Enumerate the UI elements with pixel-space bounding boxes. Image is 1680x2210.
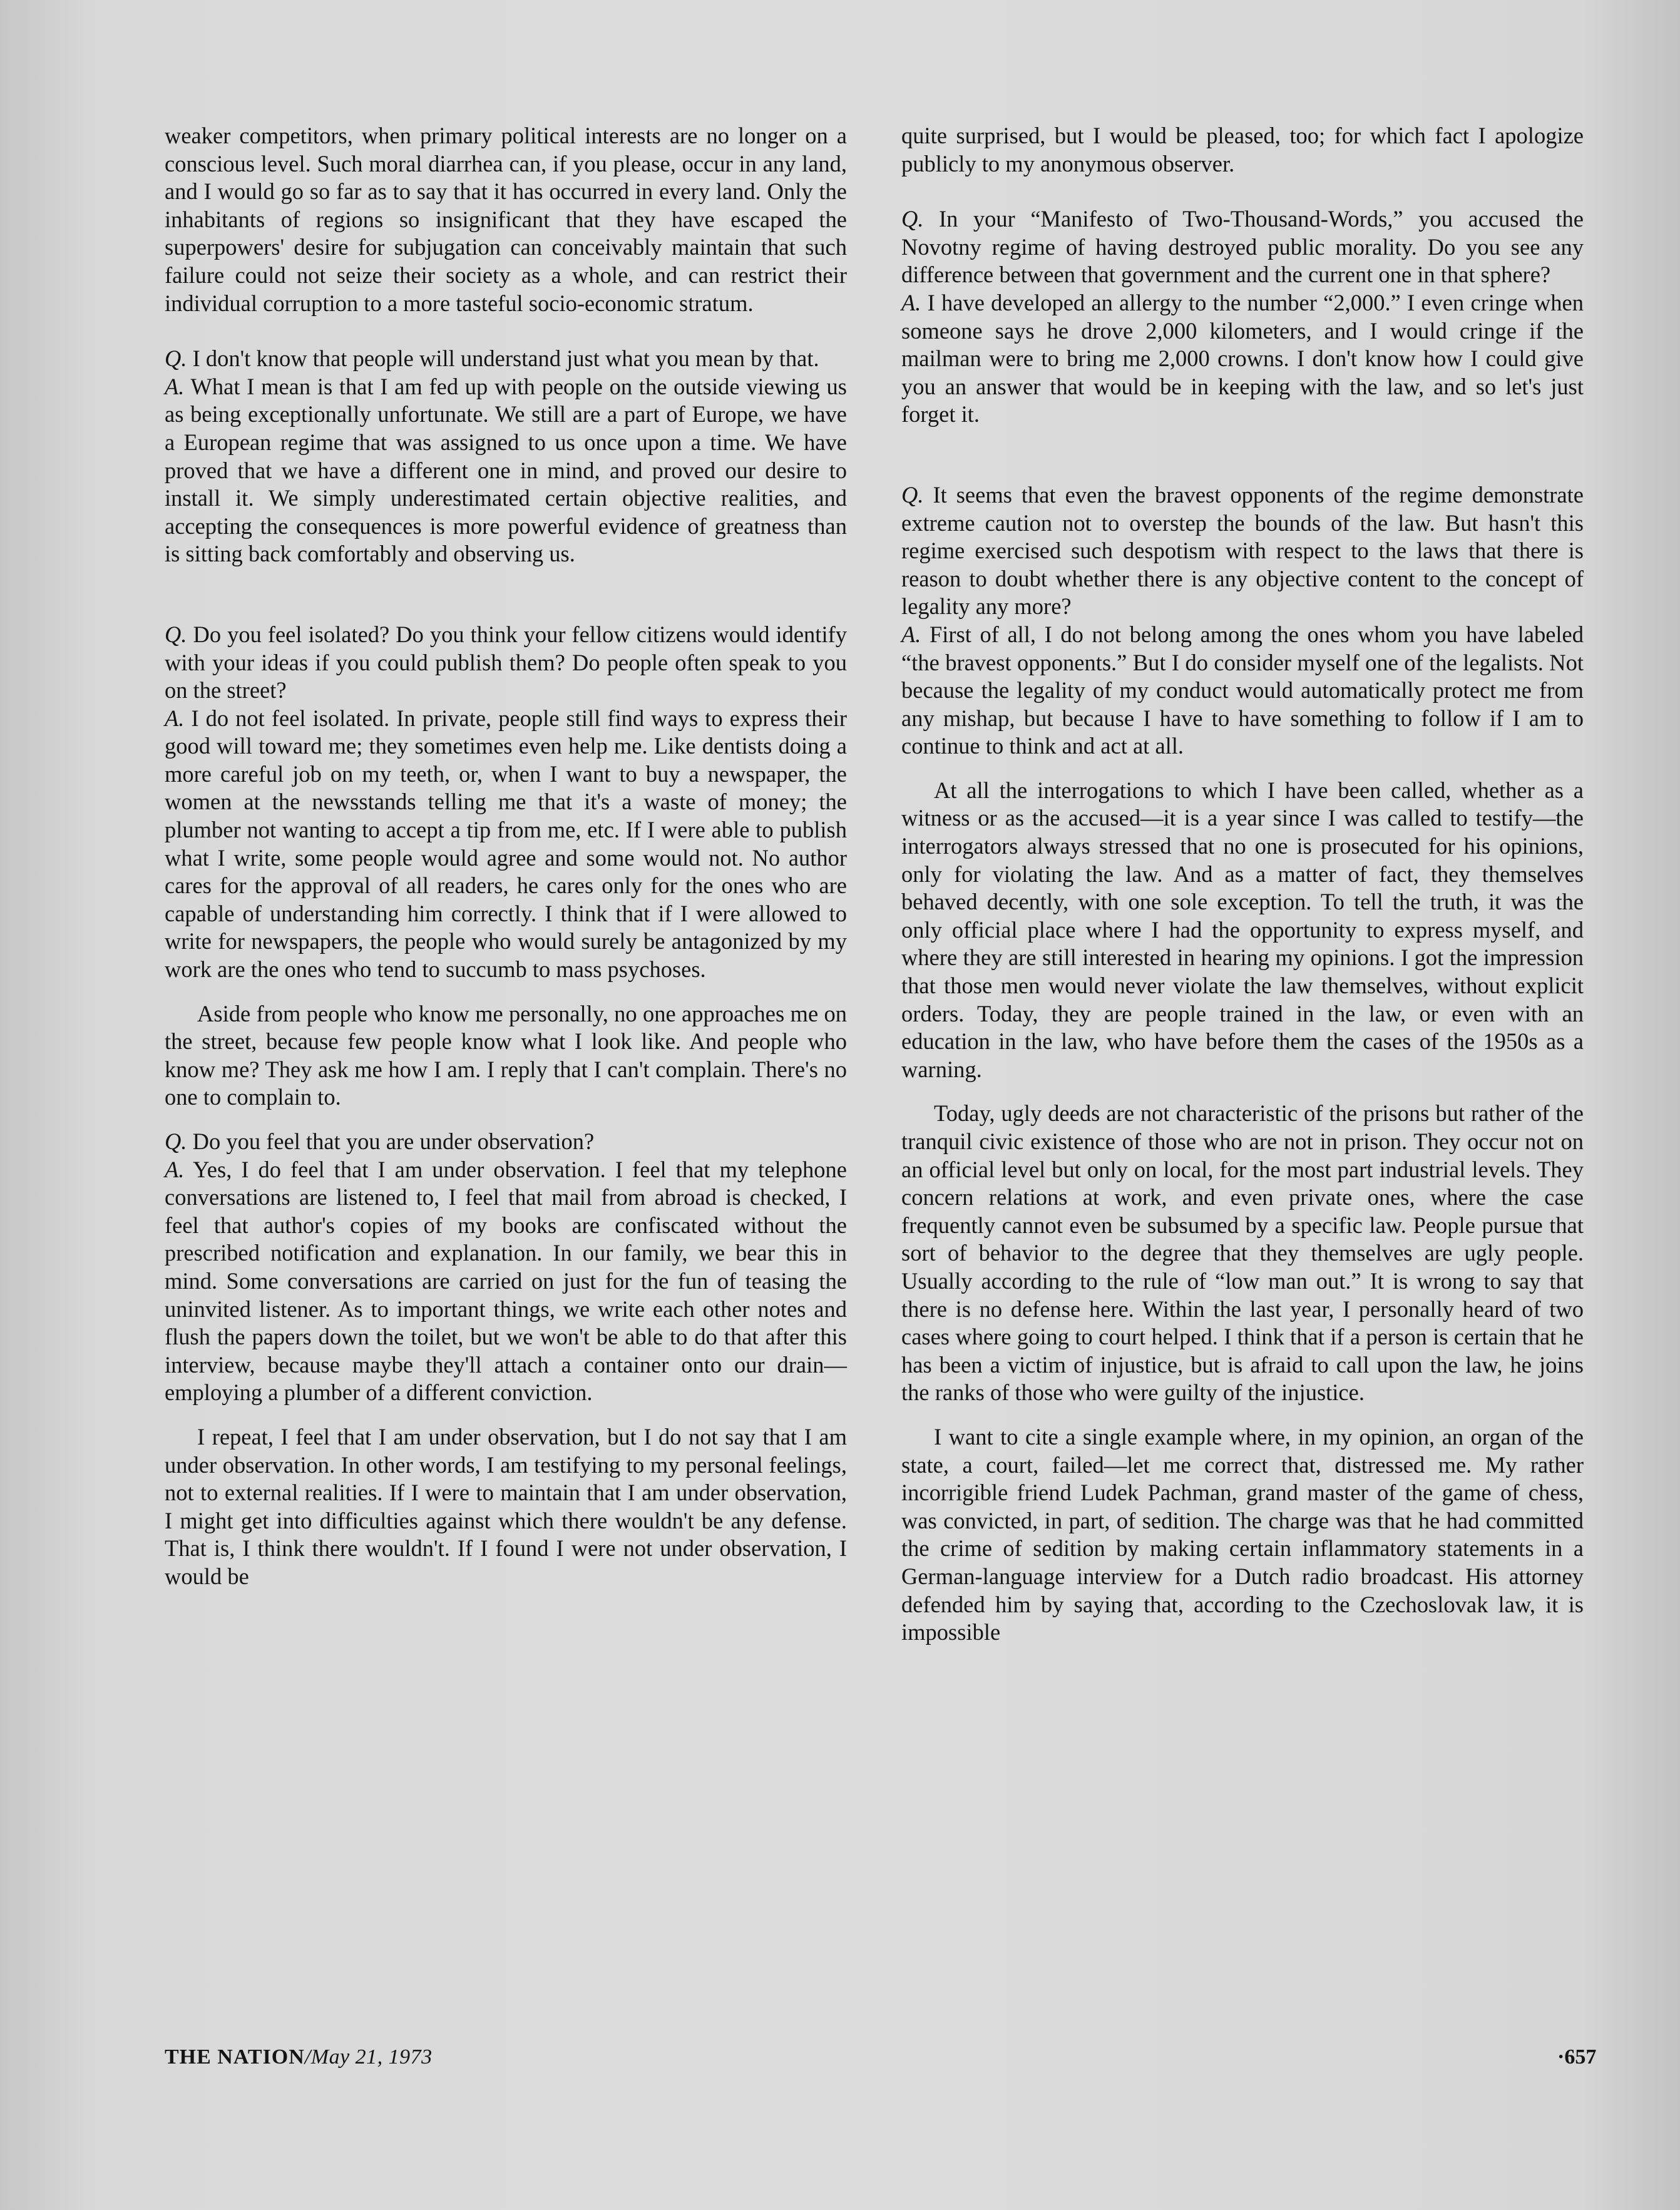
answer-text: What I mean is that I am fed up with people on the outside viewing us as being exceptionally unfortunate. We still are a part of Europe, we have a European regime that was assigned to us once upon a time. We have proved that we have a different one in mind, and proved our desire to install it. We simply underestimated certain objective realities, and accepting the consequences is more powerful evidence of greatness than is sitting back comfortably and observing us. — [165, 373, 847, 567]
answer-text: I have developed an allergy to the number “2,000.” I even cringe when someone says he drove 2,000 kilometers, and I would cringe if the mailman were to bring me 2,000 crowns. I don't know how I could give you an answer that would be in keeping with the law, and so let's just forget it. — [901, 289, 1584, 427]
paragraph: At all the interrogations to which I have been called, whether as a witness or as the accused—it is a year since I was called to testify—the interrogators always stressed that no one is prosecuted for his opinions, only for violating the law. And as a matter of fact, they themselves behaved decently, with one sole exception. To tell the truth, it was the only official place where I had the opportunity to express myself, and where they are still interested in hearing my opinions. I got the impression that those men would never violate the law themselves, without explicit orders. Today, they are people trained in the law, or even with an education in the law, who have before them the cases of the 1950s as a warning. — [901, 777, 1584, 1082]
answer-marker: A. — [165, 705, 185, 731]
right-column — [901, 122, 1584, 1647]
answer-marker: A. — [165, 1156, 185, 1182]
question-marker: Q. — [901, 481, 924, 508]
question-paragraph — [165, 345, 847, 373]
answer-text: First of all, I do not belong among the ones whom you have labeled “the bravest opponents.” But I do consider myself one of the legalists. Not because the legality of my conduct would automatically protect me from any mishap, but because I have to have something to follow if I am to continue to think and act at all. — [901, 621, 1584, 759]
question-marker: Q. — [165, 621, 187, 647]
answer-text: Yes, I do feel that I am under observation. I feel that my telephone conversations are listened to, I feel that mail from abroad is checked, I feel that author's copies of my books are confiscated without the prescribed notification and explanation. In our family, we bear this in mind. Some conversations are carried on just for the fun of teasing the uninvited listener. As to important things, we write each other notes and flush the papers down the toilet, but we won't be able to do that after this interview, because maybe they'll attach a container onto our drain—employing a plumber of a different conviction. — [165, 1156, 847, 1406]
answer-paragraph — [901, 289, 1584, 429]
question-paragraph — [901, 205, 1584, 289]
footer-masthead — [165, 2045, 433, 2069]
question-marker: Q. — [901, 206, 924, 232]
question-text: Do you feel isolated? Do you think your fellow citizens would identify with your ideas if you could publish them? Do people often speak to you on the street? — [165, 621, 847, 703]
paragraph: I want to cite a single example where, in my opinion, an organ of the state, a court, failed—let me correct that, distressed me. My rather incorrigible friend Ludek Pachman, grand master of the game of chess, was convicted, in part, of sedition. The charge was that he had committed the crime of sedition by making certain inflammatory statements in a German-language interview for a Dutch radio broadcast. His attorney defended him by saying that, according to the Czechoslovak law, it is impossible — [901, 1423, 1584, 1645]
answer-paragraph — [901, 621, 1584, 760]
question-text: Do you feel that you are under observation? — [187, 1128, 595, 1154]
answer-paragraph — [165, 1156, 847, 1407]
question-paragraph — [901, 481, 1584, 621]
paragraph: I repeat, I feel that I am under observation, but I do not say that I am under observation. In other words, I am testifying to my personal feelings, not to external realities. If I were to maintain that I am under observation, I might get into difficulties against which there wouldn't be any defense. That is, I think there wouldn't. If I found I were not under observation, I would be — [165, 1423, 847, 1589]
paragraph: weaker competitors, when primary political interests are no longer on a conscious level. Such moral diarrhea can, if you please, occur in any land, and I would go so far as to say that it has occurred in every land. Only the inhabitants of regions so insignificant that they have escaped the superpowers' desire for subjugation can conceivably maintain that such failure could not seize their society as a whole, and can restrict their individual corruption to a more tasteful socio-economic stratum. — [165, 123, 847, 316]
answer-marker: A. — [901, 289, 921, 315]
magazine-name: THE NATION — [165, 2045, 305, 2069]
paragraph: Today, ugly deeds are not characteristic of the prisons but rather of the tranquil civic existence of those who are not in prison. They occur not on an official level but only on local, for the most part industrial levels. They concern relations at work, and even private ones, where the case frequently cannot even be subsumed by a specific law. People pursue that sort of behavior to the degree that they themselves are ugly people. Usually according to the rule of “low man out.” It is wrong to say that there is no defense here. Within the last year, I personally heard of two cases where going to court helped. I think that if a person is certain that he has been a victim of injustice, but is afraid to call upon the law, he joins the ranks of those who were guilty of the injustice. — [901, 1100, 1584, 1406]
question-paragraph — [165, 621, 847, 705]
answer-marker: A. — [165, 373, 185, 399]
paragraph: Aside from people who know me personally, no one approaches me on the street, because few people know what I look like. And people who know me? They ask me how I am. I reply that I can't complain. There's no one to complain to. — [165, 1000, 847, 1110]
paragraph: quite surprised, but I would be pleased, too; for which fact I apologize publicly to my anonymous observer. — [901, 123, 1584, 176]
question-marker: Q. — [165, 345, 187, 372]
question-text: In your “Manifesto of Two-Thousand-Words,” you accused the Novotny regime of having destroyed public morality. Do you see any difference between that government and the current one in that sphere? — [901, 206, 1584, 288]
answer-paragraph — [165, 705, 847, 984]
answer-paragraph — [165, 373, 847, 568]
answer-text: I do not feel isolated. In private, people still find ways to express their good will toward me; they sometimes even help me. Like dentists doing a more careful job on my teeth, or, when I want to buy a newspaper, the women at the newsstands telling me that it's a waste of money; the plumber not wanting to accept a tip from me, etc. If I were able to publish what I write, some people would agree and some would not. No author cares for the approval of all readers, he cares only for the ones who are capable of understanding him correctly. I think that if I were allowed to write for newspapers, the people who would surely be antagonized by my work are the ones who tend to succumb to mass psychoses. — [165, 705, 847, 983]
question-marker: Q. — [165, 1128, 187, 1154]
question-paragraph — [165, 1128, 847, 1156]
question-text: I don't know that people will understand just what you mean by that. — [187, 345, 819, 372]
page-number: ·657 — [1557, 2045, 1597, 2069]
answer-marker: A. — [901, 621, 921, 647]
left-column — [165, 122, 847, 1591]
issue-date: /May 21, 1973 — [304, 2045, 433, 2069]
question-text: It seems that even the bravest opponents of the regime demonstrate extreme caution not to overstep the bounds of the law. But hasn't this regime exercised such despotism with respect to the laws that there is reason to doubt whether there is any objective content to the concept of legality any more? — [901, 481, 1584, 620]
